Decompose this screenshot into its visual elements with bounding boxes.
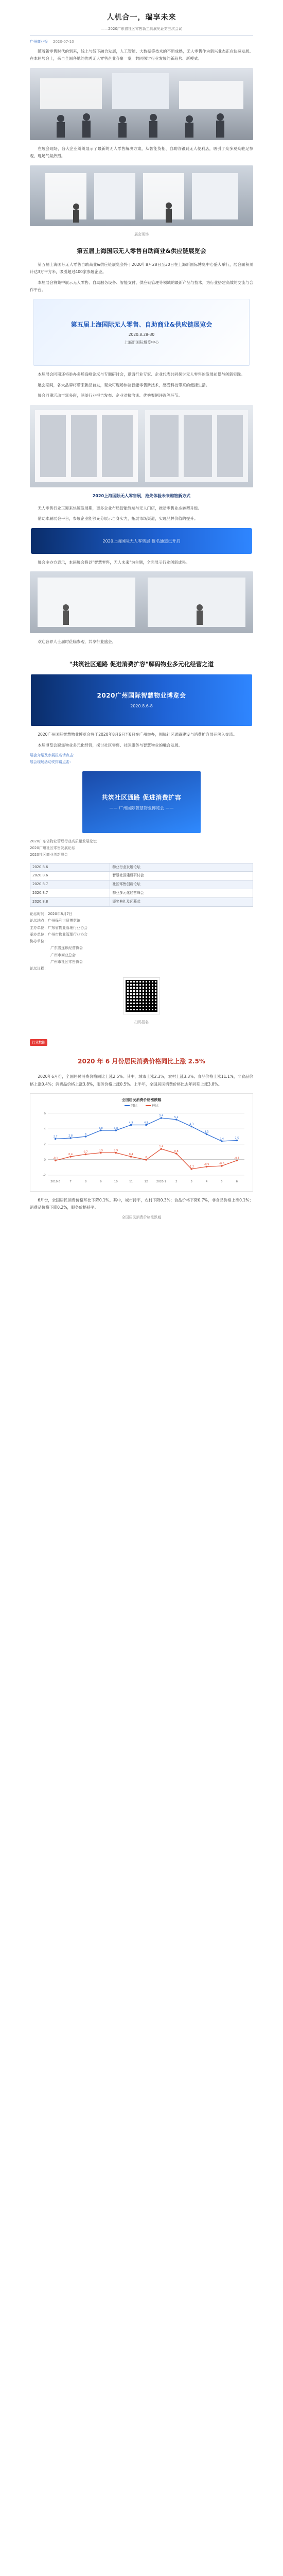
y-tick-label: 6 <box>44 1111 46 1115</box>
paragraph: 展会主办方表示，本届展会将以"智慧零售，无人未来"为主题，全面展示行业创新成果。 <box>38 560 190 565</box>
schedule-table <box>30 863 253 907</box>
store-photo <box>30 405 253 487</box>
banner-text: 2020上海国际无人零售展 报名通道已开启 <box>102 539 181 544</box>
x-tick-label: 2019.6 <box>50 1180 61 1183</box>
data-label: 1.4 <box>159 1145 164 1148</box>
legend-item-mom <box>146 1103 158 1109</box>
table-row <box>30 889 253 898</box>
data-label: 4.3 <box>189 1123 194 1126</box>
publish-date: 2020-07-10 <box>53 39 74 44</box>
list-item: 2020社区商业创新峰会 <box>30 853 68 857</box>
category-tag: 行业数据 <box>30 1039 47 1046</box>
article-2 <box>0 247 283 646</box>
registration-banner[interactable] <box>31 528 252 554</box>
table-row <box>30 880 253 889</box>
expo-banner <box>31 674 252 726</box>
data-label: 3 <box>84 1132 87 1136</box>
article-3 <box>0 660 283 1025</box>
chart-caption: 全国居民消费价格涨跌幅 <box>121 1215 162 1220</box>
data-label: 0.7 <box>83 1150 88 1154</box>
y-tick-label: 0 <box>44 1158 46 1162</box>
banner-title: 2020广州国际智慧物业博览会 <box>97 692 186 700</box>
data-label: -0.1 <box>52 1157 58 1160</box>
x-tick-label: 5 <box>221 1180 223 1183</box>
paragraph: 借助本届展会平台，参展企业能够充分展示自身实力，拓展市场渠道，实现品牌价值的提升。 <box>38 516 198 521</box>
x-tick-label: 3 <box>190 1180 192 1183</box>
data-label: 0.9 <box>98 1149 103 1153</box>
article-meta <box>30 39 253 45</box>
agenda-line: 协办单位： <box>30 939 48 944</box>
page-footer <box>0 1221 283 1230</box>
legend-label: 环比 <box>152 1104 159 1108</box>
poster-subtitle: —— 广州国际智慧物业博览会 —— <box>109 805 174 810</box>
paragraph: 随着新零售时代的到来，线上与线下融合发展，人工智能、大数据等技术的不断成熟，无人零售作为新兴业态正在快速发展。在本届展会上，来自全国各地的优秀无人零售企业齐聚一堂，共同探讨行业发展的新趋势、新模式。 <box>30 49 253 61</box>
link-list <box>30 752 253 766</box>
paragraph: 本届博览会聚焦物业多元化经营，探讨社区零售、社区服务与智慧物业的融合发展。 <box>38 742 183 748</box>
data-label: -0.9 <box>204 1163 209 1166</box>
poster-title: 第五届上海国际无人零售、自助商业&供应链展览会 <box>70 320 213 328</box>
data-label: 0 <box>145 1156 147 1159</box>
cpi-chart <box>30 1093 253 1191</box>
qr-row <box>30 978 253 1014</box>
data-label: -0.8 <box>219 1162 224 1165</box>
list-item: 2020广东省物业管理行业高质量发展论坛 <box>30 839 97 843</box>
poster-title: 共筑社区通路 促进消费扩容 <box>101 793 182 801</box>
x-tick-label: 12 <box>144 1180 148 1183</box>
x-tick-label: 10 <box>114 1180 118 1183</box>
agenda-line: 论坛地点：广州保利世贸博览馆 <box>30 919 80 923</box>
data-label: 0.4 <box>68 1153 73 1156</box>
data-label: -1.2 <box>189 1165 194 1168</box>
y-tick-label: 2 <box>44 1142 46 1146</box>
x-tick-label: 11 <box>129 1180 133 1183</box>
paragraph: 第五届上海国际无人零售自助商业&供应链展览会将于2020年8月28日至30日在上海新国际博览中心盛大举行，展会面积预计达3万平方米，吸引超过400家参展企业。 <box>30 262 253 275</box>
photo-caption: 展会现场 <box>134 232 149 236</box>
banner-date: 2020.8.6-8 <box>130 704 153 709</box>
agenda-line: 广州市社区零售协会 <box>50 960 83 964</box>
paragraph: 展会期间，各大品牌将带来新品首发，观众可现场体验智能零售新技术，感受科技带来的便捷生活。 <box>38 382 210 387</box>
subsection-heading: 2020上海国际无人零售展，抢先体验未来购物新方式 <box>92 493 191 498</box>
table-row <box>30 863 253 872</box>
article-subtitle: ——2020广东省社区零售新工具展见证第三次会议 <box>101 26 182 31</box>
poster-venue: 上海新国际博览中心 <box>124 340 159 345</box>
data-label: 3.8 <box>114 1126 118 1130</box>
x-tick-label: 7 <box>69 1180 72 1183</box>
x-tick-label: 8 <box>84 1180 87 1183</box>
x-tick-label: 9 <box>100 1180 102 1183</box>
data-label: 0.4 <box>129 1153 133 1156</box>
chart-title: 全国居民消费价格涨跌幅 <box>121 1098 162 1103</box>
table-cell: 社区零售创新论坛 <box>110 880 253 889</box>
paragraph: 无人零售行业正迎来快速发展期，更多企业布局智能终端与无人门店，推动零售业态转型升级。 <box>38 505 202 511</box>
report-title: 2020 年 6 月份居民消费价格同比上涨 2.5% <box>78 1058 205 1065</box>
table-cell: 2020.8.8 <box>30 898 110 907</box>
table-cell: 2020.8.6 <box>30 863 110 872</box>
table-cell: 颁奖典礼及闭幕式 <box>110 898 253 907</box>
section-heading: 第五届上海国际无人零售自助商业&供应链展览会 <box>77 247 206 255</box>
table-cell: 物业多元化经营峰会 <box>110 889 253 898</box>
data-label: 3.3 <box>204 1130 209 1134</box>
agenda-line: 论坛时间：2020年8月7日 <box>30 911 73 916</box>
poster-date: 2020.8.28-30 <box>128 332 155 337</box>
table-cell: 2020.8.6 <box>30 872 110 880</box>
data-label: 2.8 <box>68 1134 73 1138</box>
data-label: 2.5 <box>235 1137 239 1140</box>
chart-canvas <box>33 1109 250 1187</box>
data-label: 0.9 <box>114 1149 118 1153</box>
legend-label: 同比 <box>131 1104 137 1108</box>
qr-code-icon[interactable] <box>123 978 160 1014</box>
y-tick-label: -2 <box>43 1173 46 1177</box>
legend-item-yoy <box>125 1103 137 1109</box>
data-label: -0.1 <box>234 1157 240 1160</box>
data-label: 3.8 <box>98 1126 103 1130</box>
paragraph: 本届展会同期还将举办多场高峰论坛与专题研讨会，邀请行业专家、企业代表共同探讨无人零售的发展前景与创新实践。 <box>38 372 245 377</box>
paragraph: 在展会现场，各大企业纷纷展示了最新的无人零售解决方案，从智能货柜、自助收银到无人便利店，吸引了众多观众驻足参观，现场气氛热烈。 <box>30 146 253 159</box>
event-list <box>30 838 253 859</box>
agenda-line: 广州市商业总会 <box>50 953 76 957</box>
divider <box>30 35 253 36</box>
table-cell: 2020.8.7 <box>30 889 110 898</box>
agenda-line: 承办单位：广州市物业管理行业协会 <box>30 932 87 937</box>
article-page <box>0 0 283 1230</box>
paragraph: 展会同期活动丰富多彩，涵盖行业报告发布、企业对接洽谈、优秀案例评选等环节。 <box>38 393 183 398</box>
data-label: 4.5 <box>129 1121 133 1125</box>
agenda-line: 广东省连锁经营协会 <box>50 946 83 951</box>
data-label: 5.4 <box>159 1114 164 1117</box>
x-tick-label: 2020.1 <box>156 1180 167 1183</box>
section-heading: "共筑社区通路 促进消费扩容"解码物业多元化经营之道 <box>69 660 214 668</box>
forum-poster <box>82 771 201 833</box>
qr-caption: 扫码报名 <box>134 1020 149 1024</box>
chart-legend <box>33 1103 250 1109</box>
table-row <box>30 898 253 907</box>
expo-poster <box>33 299 250 366</box>
link-item[interactable]: 展会介绍及参展报名请点击： <box>30 753 77 758</box>
data-label: 0.8 <box>174 1149 179 1153</box>
paragraph: 欢迎各界人士届时莅临参观，共享行业盛会。 <box>38 639 116 644</box>
exhibition-photo-2 <box>30 165 253 226</box>
link-item[interactable]: 展会现场活动安排请点击： <box>30 760 73 765</box>
article-4 <box>0 1039 283 1221</box>
y-tick-label: 4 <box>44 1127 46 1131</box>
article-1 <box>0 0 283 238</box>
x-tick-label: 6 <box>236 1180 238 1183</box>
data-label: 2.7 <box>53 1135 58 1139</box>
x-tick-label: 4 <box>205 1180 208 1183</box>
paragraph: 2020年6月份，全国居民消费价格同比上涨2.5%。其中，城市上涨2.3%，农村上涨3.3%；食品价格上涨11.1%，非食品价格上涨0.4%；消费品价格上涨3.8%，服务价格上涨0.5%。上半年，全国居民消费价格比去年同期上涨3.8%。 <box>30 1074 253 1087</box>
agenda-line: 主办单位：广东省物业管理行业协会 <box>30 925 87 930</box>
table-row <box>30 872 253 880</box>
data-label: 5.2 <box>174 1115 179 1119</box>
paragraph: 6月份，全国居民消费价格环比下降0.1%。其中，城市持平，农村下降0.3%；食品价格下降0.7%，非食品价格上涨0.1%；消费品价格下降0.2%，服务价格持平。 <box>30 1197 253 1210</box>
x-tick-label: 2 <box>175 1180 178 1183</box>
data-label: 4.5 <box>144 1121 148 1125</box>
table-cell: 智慧社区建设研讨会 <box>110 872 253 880</box>
table-cell: 2020.8.7 <box>30 880 110 889</box>
agenda-line: 论坛议程： <box>30 967 48 971</box>
source-link[interactable]: 广州商业报 <box>30 39 48 44</box>
article-title: 人机合一，瑞享未来 <box>107 13 176 22</box>
forum-agenda <box>30 911 253 973</box>
table-cell: 物业行业发展论坛 <box>110 863 253 872</box>
exhibition-photo <box>30 68 253 140</box>
list-item: 2020广州社区零售发展论坛 <box>30 845 75 850</box>
paragraph: 本届展会将集中展示无人零售、自助服务设备、智能支付、供应链管理等领域的最新产品与技术，为行业搭建高效的交流与合作平台。 <box>30 280 253 293</box>
data-label: 2.4 <box>219 1137 224 1141</box>
exhibition-photo-3 <box>30 571 253 633</box>
paragraph: 2020广州国际智慧物业博览会将于2020年8月6日至8日在广州举办，围绕社区通路建设与消费扩容展开深入交流。 <box>38 732 237 737</box>
